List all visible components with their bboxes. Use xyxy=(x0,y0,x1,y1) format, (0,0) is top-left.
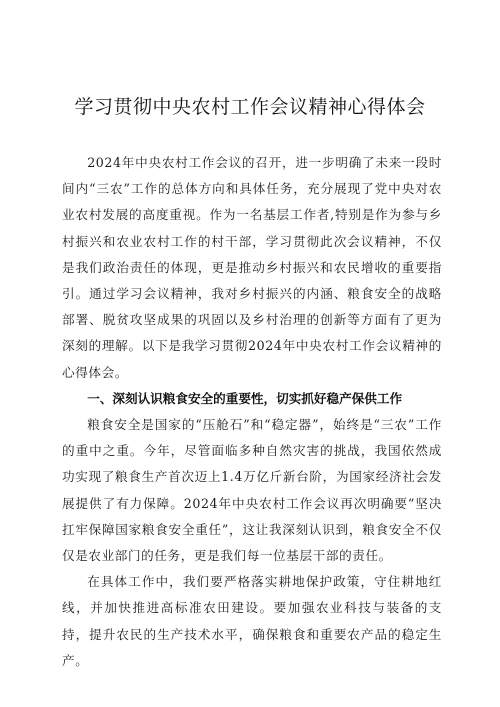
document-title: 学习贯彻中央农村工作会议精神心得体会 xyxy=(74,96,426,118)
intro-paragraph: 2024年中央农村工作会议的召开，进一步明确了未来一段时间内“三农”工作的总体方向和具体任务，充分展现了党中央对农业农村发展的高度重视。作为一名基层工作者,特别是作为参与乡村振兴和农业农村工作的村干部，学习贯彻此次会议精神，不仅是我们政治责任的体现，更是推动乡村振兴和农民增收的重要指引。通过学习会议精神，我对乡村振兴的内涵、粮食安全的战略部署、脱贫攻坚成果的巩固以及乡村治理的创新等方面有了更为深刻的理解。以下是我学习贯彻2024年中央农村工作会议精神的心得体会。 xyxy=(62,155,442,380)
section-paragraph: 粮食安全是国家的“压舱石”和“稳定器”，始终是“三农”工作的重中之重。今年，尽管面临多种自然灾害的挑战，我国依然成功实现了粮食生产首次迈上1.4万亿斤新台阶，为国家经济社会发展提供了有力保障。2024年中央农村工作会议再次明确要“坚决扛牢保障国家粮食安全重任”，这让我深刻认识到，粮食安全不仅仅是农业部门的任务，更是我们每一位基层干部的责任。 xyxy=(62,417,442,564)
section-paragraph: 在具体工作中，我们要严格落实耕地保护政策，守住耕地红线，并加快推进高标准农田建设。要加强农业科技与装备的支持，提升农民的生产技术水平，确保粮食和重要农产品的稳定生产。 xyxy=(62,574,442,668)
document-body xyxy=(62,150,442,674)
section-heading: 一、深刻认识粮食安全的重要性，切实抓好稳产保供工作 xyxy=(87,390,403,406)
